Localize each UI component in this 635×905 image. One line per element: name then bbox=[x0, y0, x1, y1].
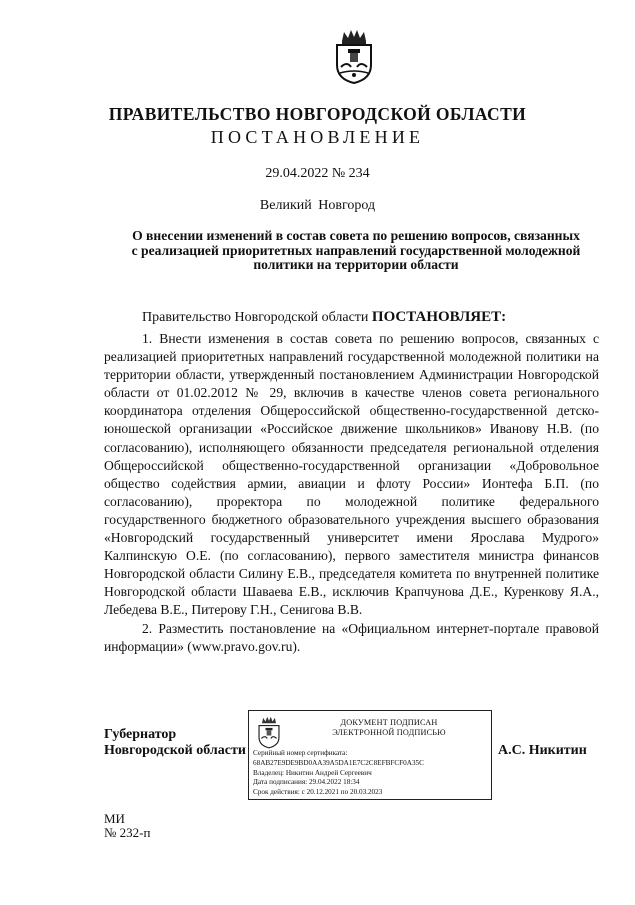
document-city: Великий Новгород bbox=[259, 198, 376, 213]
document-date-number: 29.04.2022 № 234 bbox=[265, 166, 370, 181]
position-line: Губернатор bbox=[104, 727, 177, 742]
stamp-title-line: ЭЛЕКТРОННОЙ ПОДПИСЬЮ bbox=[332, 728, 446, 737]
document-type: ПОСТАНОВЛЕНИЕ bbox=[210, 127, 425, 147]
coat-of-arms-icon bbox=[331, 27, 377, 85]
document-body bbox=[104, 330, 599, 656]
preamble bbox=[142, 309, 506, 326]
stamp-coat-of-arms-icon bbox=[255, 715, 283, 749]
preamble-resolution-word: ПОСТАНОВЛЯЕТ: bbox=[371, 309, 507, 325]
subject-line: с реализацией приоритетных направлений государственной молодежной bbox=[131, 242, 581, 258]
document-subject bbox=[104, 229, 608, 273]
subject-line: О внесении изменений в состав совета по решению вопросов, связанных bbox=[132, 228, 580, 243]
position-line: Новгородской области bbox=[104, 743, 246, 758]
paragraph-2: 2. Разместить постановление на «Официальном интернет-портале правовой информации» (www.pravo.gov.ru). bbox=[104, 620, 599, 654]
stamp-title-line: ДОКУМЕНТ ПОДПИСАН bbox=[340, 718, 438, 727]
cert-number: 68AB27E9DE9BD0AA39A5DA1E7C2C8EFBFCF0A35C bbox=[253, 758, 424, 767]
signatory-name: А.С. Никитин bbox=[498, 743, 587, 758]
paragraph-1: 1. Внести изменения в состав совета по решению вопросов, связанных с реализацией приоритетных направлений государственной молодежной политики на территории области, утвержденный постановлением Администрации Новгородской области от 01.02.2012 № 29, включив в качестве членов совета регионального координатора отделения Общероссийской общественно-государственной детско-юношеской организации «Российское движение школьников» Иванову Н.В. (по согласованию), исполняющего обязанности председателя региональной отделения Общероссийской общественно-государственной организации «Добровольное общество содействия армии, авиации и флоту России» Ионтефа Б.П. (по согласованию), проректора по молодежной политике федерального государственного бюджетного образовательного учреждения высшего образования «Новгородский государственный университет имени Ярослава Мудрого» Калпинскую О.Е. (по согласованию), первого заместителя министра финансов Новгородской области Силину Е.В., председателя комитета по внутренней политике Новгородской области Шаваева Е.В., исключив Крапчунова Д.Е., Куренкову Я.А., Лебедева В.Е., Питерову Г.Н., Сенигова В.В. bbox=[104, 331, 599, 618]
cert-validity: Срок действия: с 20.12.2021 по 20.03.2023 bbox=[253, 788, 383, 797]
footer-registration-number: № 232-п bbox=[104, 825, 151, 840]
stamp-details bbox=[253, 749, 491, 798]
subject-line: политики на территории области bbox=[253, 257, 459, 273]
cert-owner: Владелец: Никитин Андрей Сергеевич bbox=[253, 768, 372, 777]
preamble-text: Правительство Новгородской области bbox=[142, 310, 372, 325]
sign-date: Дата подписания: 29.04.2022 18:34 bbox=[253, 778, 360, 787]
cert-label: Серийный номер сертификата: bbox=[253, 749, 348, 757]
footer-initials: МИ bbox=[104, 811, 125, 826]
document-footer bbox=[104, 812, 150, 840]
government-title: ПРАВИТЕЛЬСТВО НОВГОРОДСКОЙ ОБЛАСТИ bbox=[108, 104, 527, 124]
signatory-position bbox=[104, 727, 246, 759]
electronic-signature-stamp bbox=[248, 710, 492, 800]
stamp-title bbox=[291, 718, 487, 738]
